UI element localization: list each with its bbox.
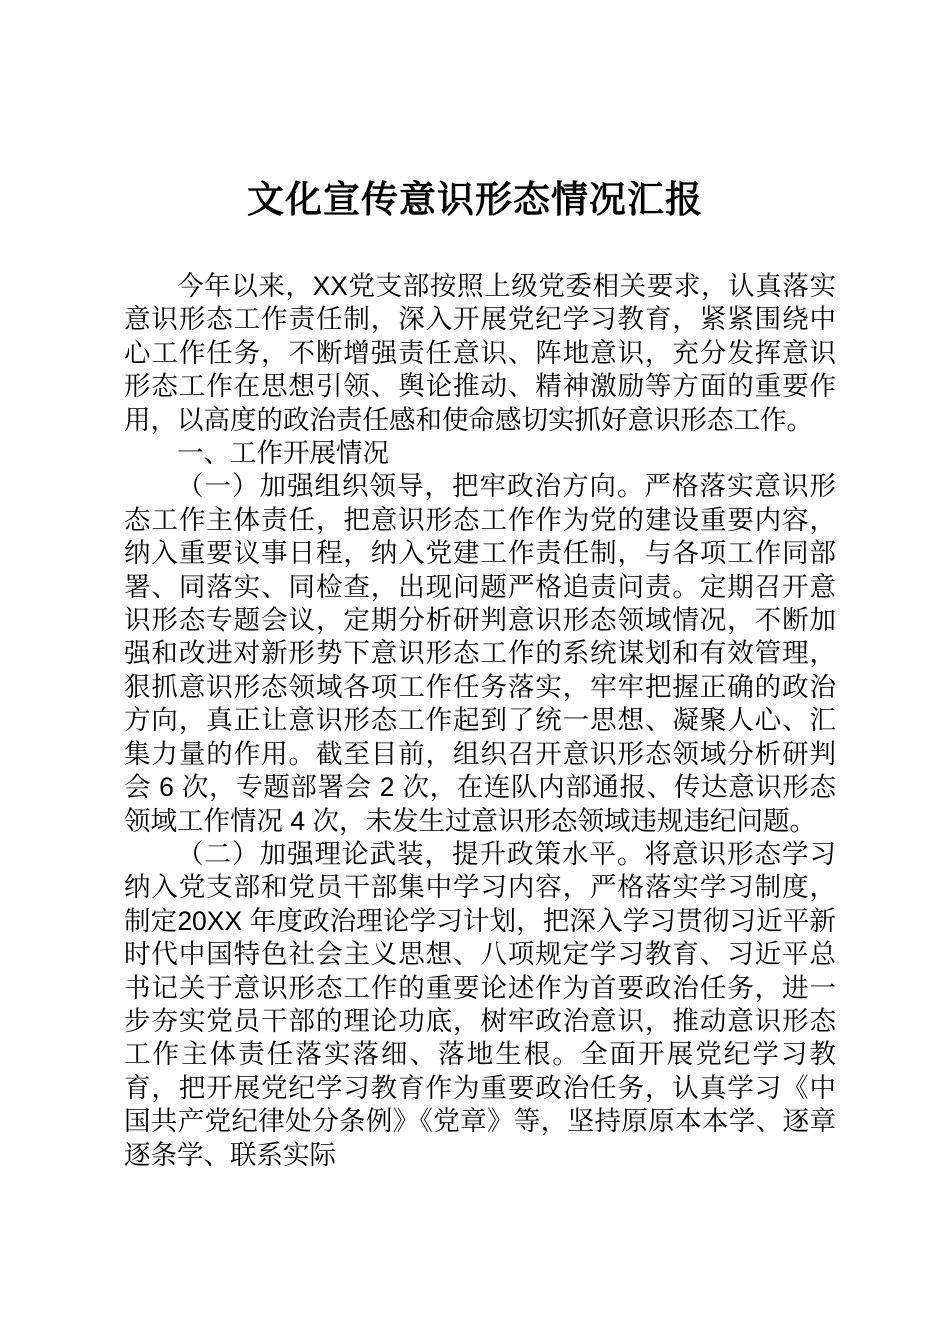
paragraph-intro: 今年以来，XX党支部按照上级党委相关要求，认真落实意识形态工作责任制，深入开展党纪学习教育，紧紧围绕中心工作任务，不断增强责任意识、阵地意识，充分发挥意识形态工作在思想引领、舆论推动、精神激励等方面的重要作用，以高度的政治责任感和使命感切实抓好意识形态工作。 xyxy=(124,271,836,435)
title-body-spacer xyxy=(0,224,950,270)
page-title: 文化宣传意识形态情况汇报 xyxy=(247,180,703,221)
paragraph-subsection-1-1: （一）加强组织领导，把牢政治方向。严格落实意识形态工作主体责任，把意识形态工作作为党的建设重要内容，纳入重要议事日程，纳入党建工作责任制，与各项工作同部署、同落实、同检查，出现问题严格追责问责。定期召开意识形态专题会议，定期分析研判意识形态领域情况，不断加强和改进对新形势下意识形态工作的系统谋划和有效管理，狠抓意识形态领域各项工作任务落实，牢牢把握正确的政治方向，真正让意识形态工作起到了统一思想、凝聚人心、汇集力量的作用。截至目前，组织召开意识形态领域分析研判会 6 次，专题部署会 2 次，在连队内部通报、传达意识形态领域工作情况 4 次，未发生过意识形态领域违规违纪问题。 xyxy=(124,471,836,836)
document-body xyxy=(124,270,836,1172)
section-heading-1: 一、工作开展情况 xyxy=(177,438,389,469)
paragraph-subsection-1-2: （二）加强理论武装，提升政策水平。将意识形态学习纳入党支部和党员干部集中学习内容，严格落实学习制度，制定20XX 年度政治理论学习计划，把深入学习贯彻习近平新时代中国特色社会主义思想、八项规定学习教育、习近平总书记关于意识形态工作的重要论述作为首要政治任务，进一步夯实党员干部的理论功底，树牢政治意识，推动意识形态工作主体责任落实落细、落地生根。全面开展党纪学习教育，把开展党纪学习教育作为重要政治任务，认真学习《中国共产党纪律处分条例》《党章》等，坚持原原本本学、逐章逐条学、联系实际 xyxy=(124,838,836,1170)
